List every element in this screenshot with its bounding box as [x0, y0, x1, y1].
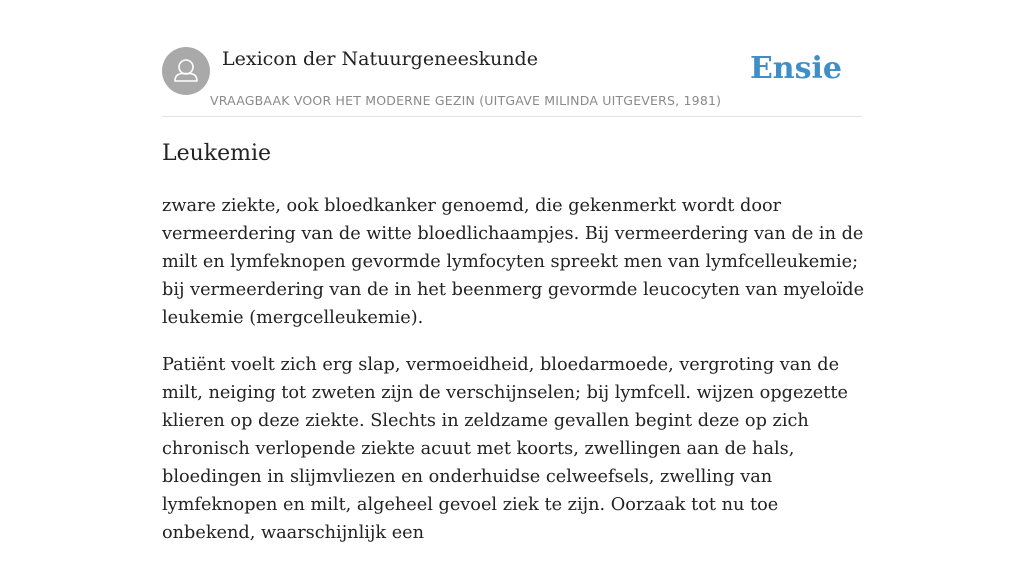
header: [162, 46, 862, 117]
article-paragraph: Patiënt voelt zich erg slap, vermoeidheid, bloedarmoede, vergroting van de milt, neiging tot zweten zijn de verschijnselen; bij lymfcell. wijzen opgezette klieren op deze ziekte. Slechts in zeldzame gevallen begint deze op zich chronisch verlopende ziekte acuut met koorts, zwellingen aan de hals, bloedingen in slijmvliezen en onderhuidse celweefsels, zwelling van lymfeknopen en milt, algeheel gevoel ziek te zijn. Oorzaak tot nu toe onbekend, waarschijnlijk een: [162, 355, 848, 543]
site-subtitle: VRAAGBAAK VOOR HET MODERNE GEZIN (UITGAVE MILINDA UITGEVERS, 1981): [210, 93, 722, 108]
article-title: Leukemie: [162, 141, 272, 166]
site-title[interactable]: Lexicon der Natuurgeneeskunde: [222, 48, 538, 70]
brand-logo[interactable]: Ensie: [749, 51, 842, 86]
user-icon: [162, 47, 210, 95]
article-paragraph: zware ziekte, ook bloedkanker genoemd, die gekenmerkt wordt door vermeerdering van de witte bloedlichaampjes. Bij vermeerdering van de in de milt en lymfeknopen gevormde lymfocyten spreekt men van lymfcelleukemie; bij vermeerdering van de in het beenmerg gevormde leucocyten van myeloïde leukemie (mergcelleukemie).: [162, 196, 865, 328]
article-body: [162, 192, 866, 566]
avatar[interactable]: [162, 47, 210, 95]
